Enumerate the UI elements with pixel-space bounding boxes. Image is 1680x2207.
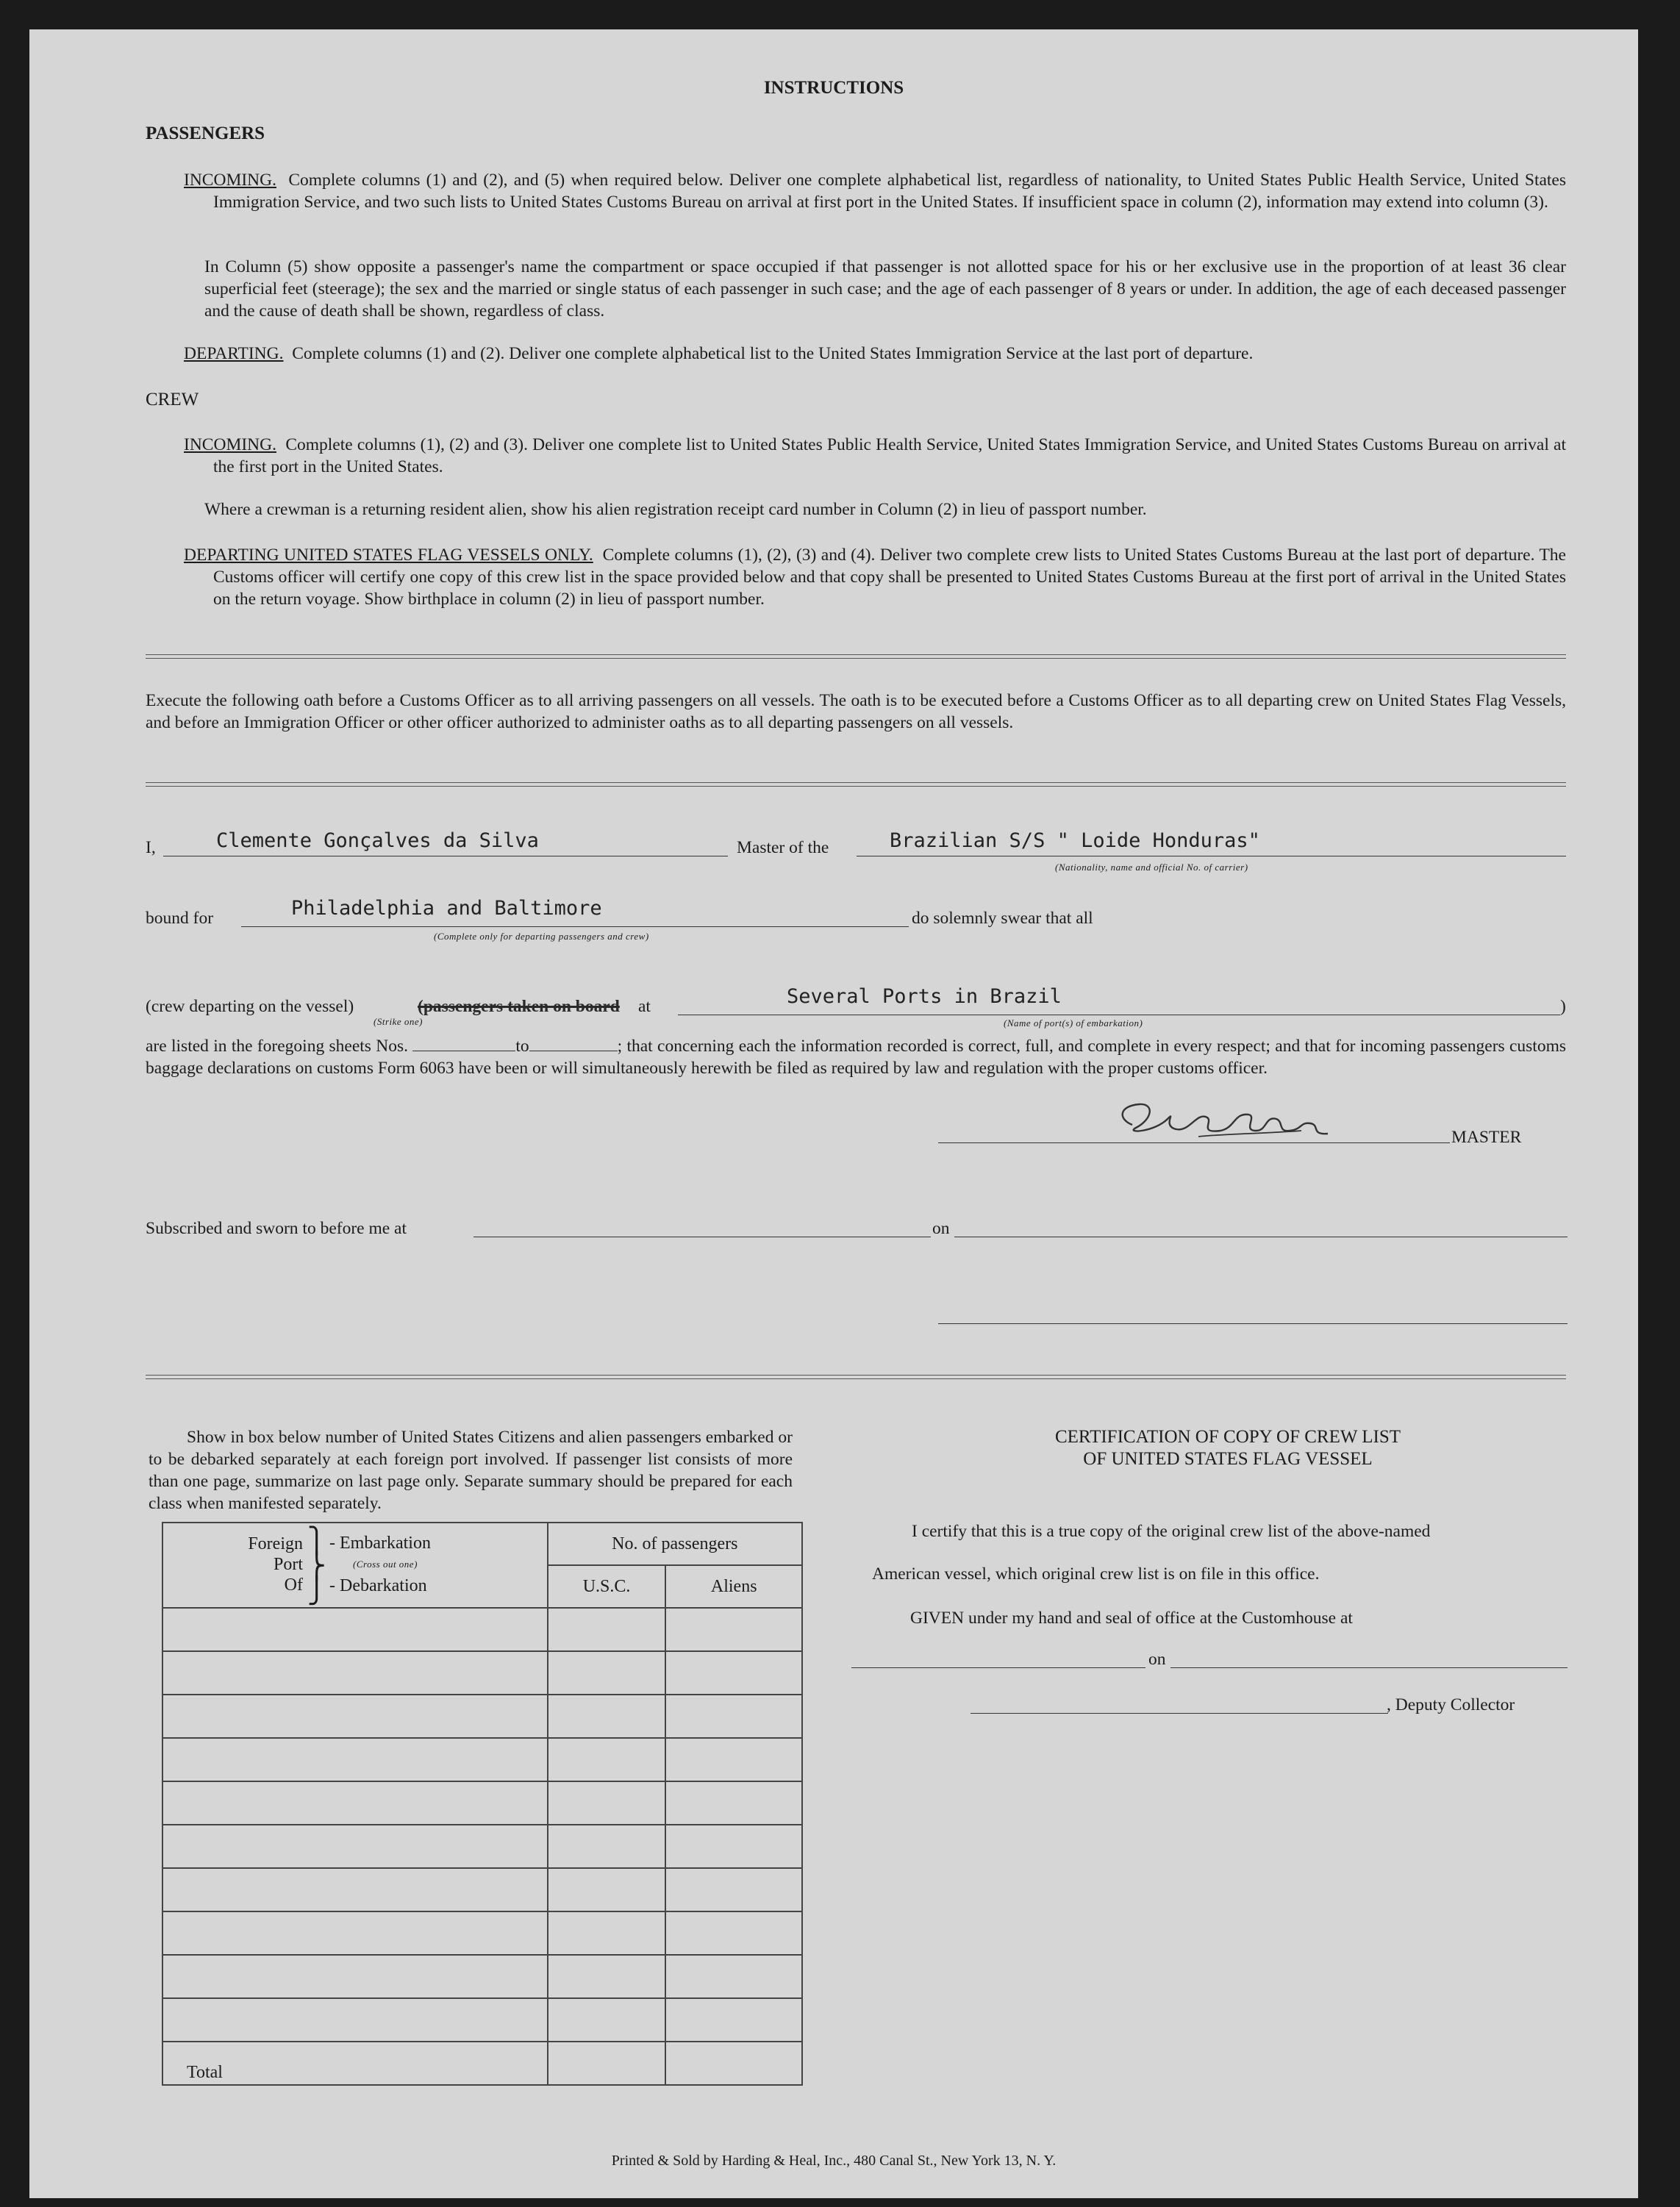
certification-on-label: on	[1148, 1650, 1166, 1669]
crew-incoming-label: INCOMING.	[184, 435, 276, 454]
document-page	[29, 29, 1638, 2198]
of-label: Of	[284, 1575, 303, 1595]
usc-cell[interactable]	[548, 1608, 666, 1651]
usc-header: U.S.C.	[548, 1565, 666, 1608]
listed-text: ; that concerning each the information recorded is correct, full, and complete in every respect; and that for incoming passengers customs baggage declarations on customs Form 6063 have been or will simultaneously herewith be filed as required by law and regulation with the proper customs officer.	[146, 1037, 1567, 1078]
port-cell[interactable]	[162, 1738, 548, 1781]
bound-for-label: bound for	[146, 909, 214, 928]
usc-cell[interactable]	[548, 1911, 666, 1955]
brace-icon: ⎫ ⎬ ⎭	[307, 1528, 326, 1605]
subscribed-label: Subscribed and sworn to before me at	[146, 1219, 407, 1238]
customhouse-line	[851, 1667, 1145, 1668]
passengers-incoming-text: Complete columns (1) and (2), and (5) when required below. Deliver one complete alphabetical list, regardless of nationality, to United States Public Health Service, United States Immigration Service, and two such lists to United States Customs Bureau on arrival at first port in the United States. If insufficient space in column (2), information may extend into column (3).	[213, 171, 1567, 212]
usc-cell[interactable]	[548, 1781, 666, 1825]
listed-paragraph	[146, 1035, 1566, 1079]
aliens-cell[interactable]	[665, 1781, 802, 1825]
divider	[146, 654, 1566, 659]
ports-summary-table	[162, 1522, 803, 2086]
port-cell[interactable]	[162, 1781, 548, 1825]
embark-caption: (Name of port(s) of embarkation)	[1004, 1017, 1143, 1029]
vessel-value: Brazilian S/S " Loide Honduras"	[890, 829, 1260, 852]
crew-incoming-text: Complete columns (1), (2) and (3). Deliver one complete list to United States Public Health Service, United States Immigration Service, and United States Customs Bureau on arrival at the first port in the United States.	[213, 435, 1566, 476]
i-label: I,	[146, 838, 156, 857]
aliens-cell[interactable]	[665, 1955, 802, 1998]
cross-out-label: (Cross out one)	[353, 1559, 418, 1570]
crew-departing-label: DEPARTING UNITED STATES FLAG VESSELS ONLY.	[184, 546, 593, 565]
port-cell[interactable]	[162, 1868, 548, 1911]
passengers-departing-text: Complete columns (1) and (2). Deliver one complete alphabetical list to the United States Immigration Service at the last port of departure.	[292, 344, 1254, 363]
aliens-cell[interactable]	[665, 1695, 802, 1738]
usc-cell[interactable]	[548, 1651, 666, 1695]
at-label: at	[638, 997, 651, 1016]
foreign-port-header	[162, 1523, 548, 1608]
aliens-cell[interactable]	[665, 1998, 802, 2042]
port-cell[interactable]	[162, 1651, 548, 1695]
port-cell[interactable]	[162, 1998, 548, 2042]
crew-departing-text: Complete columns (1), (2), (3) and (4). Deliver two complete crew lists to United States Customs Bureau at the last port of departure. The Customs officer will certify one copy of this crew list in the space provided below and that copy shall be presented to United States Customs Bureau at the first port of arrival in the United States on the return voyage. Show birthplace in column (2) in lieu of passport number.	[213, 546, 1566, 609]
embark-ports-value: Several Ports in Brazil	[787, 985, 1062, 1008]
master-label: MASTER	[1451, 1128, 1522, 1147]
aliens-cell[interactable]	[665, 1608, 802, 1651]
passengers-column5-paragraph: In Column (5) show opposite a passenger's name the compartment or space occupied if that passenger is not allotted space for his or her exclusive use in the proportion of at least 36 clear superficial feet (steerage); the sex and the married or single status of each passenger in such case; and the age of each passenger of 8 years or under. In addition, the age of each deceased passenger and the cause of death shall be shown, regardless of class.	[204, 257, 1566, 321]
oath-instruction: Execute the following oath before a Customs Officer as to all arriving passengers on all vessels. The oath is to be executed before a Customs Officer as to all departing crew on United States Flag Vessels, and before an Immigration Officer or other officer authorized to administer oaths as to all departing passengers on all vessels.	[146, 691, 1566, 732]
deputy-collector-label: , Deputy Collector	[1387, 1695, 1515, 1714]
port-cell[interactable]	[162, 1911, 548, 1955]
to-label: to	[515, 1037, 529, 1056]
passengers-heading: PASSENGERS	[146, 124, 265, 143]
divider	[146, 1375, 1566, 1379]
usc-cell[interactable]	[548, 1868, 666, 1911]
master-signature	[1110, 1097, 1353, 1148]
certification-title	[890, 1426, 1566, 1470]
aliens-total-cell[interactable]	[665, 2042, 802, 2085]
divider	[146, 782, 1566, 787]
embarkation-label: - Embarkation	[329, 1534, 431, 1553]
aliens-header: Aliens	[665, 1565, 802, 1608]
certification-title-line2: OF UNITED STATES FLAG VESSEL	[1083, 1449, 1373, 1469]
port-cell[interactable]	[162, 1695, 548, 1738]
crew-incoming-paragraph	[184, 434, 1566, 478]
no-passengers-header: No. of passengers	[548, 1523, 802, 1565]
bound-for-value: Philadelphia and Baltimore	[291, 897, 602, 920]
certification-title-line1: CERTIFICATION OF COPY OF CREW LIST	[1054, 1427, 1401, 1447]
usc-cell[interactable]	[548, 1955, 666, 1998]
total-label: Total	[162, 2042, 548, 2085]
certification-date-line	[1170, 1667, 1568, 1668]
close-paren: )	[1560, 997, 1566, 1016]
subscribed-on-label: on	[932, 1219, 950, 1238]
master-name-value: Clemente Gonçalves da Silva	[216, 829, 539, 852]
printer-footer: Printed & Sold by Harding & Heal, Inc., 480 Canal St., New York 13, N. Y.	[611, 2153, 1057, 2169]
passengers-departing-paragraph	[184, 343, 1566, 365]
port-cell[interactable]	[162, 1825, 548, 1868]
usc-total-cell[interactable]	[548, 2042, 666, 2085]
listed-prefix: are listed in the foregoing sheets Nos.	[146, 1037, 409, 1056]
aliens-cell[interactable]	[665, 1825, 802, 1868]
officer-signature-line	[938, 1323, 1568, 1324]
debarkation-label: - Debarkation	[329, 1576, 427, 1595]
usc-cell[interactable]	[548, 1695, 666, 1738]
port-label: Port	[273, 1555, 303, 1574]
sheet-from-field[interactable]	[412, 1037, 515, 1051]
aliens-cell[interactable]	[665, 1738, 802, 1781]
certification-line2: American vessel, which original crew list is on file in this office.	[872, 1564, 1320, 1584]
port-cell[interactable]	[162, 1955, 548, 1998]
passengers-departing-label: DEPARTING.	[184, 344, 284, 363]
passengers-incoming-label: INCOMING.	[184, 171, 276, 190]
crew-heading: CREW	[146, 390, 199, 409]
bound-for-line	[241, 926, 909, 927]
aliens-cell[interactable]	[665, 1868, 802, 1911]
aliens-cell[interactable]	[665, 1911, 802, 1955]
usc-cell[interactable]	[548, 1738, 666, 1781]
aliens-cell[interactable]	[665, 1651, 802, 1695]
page-title: INSTRUCTIONS	[763, 78, 904, 98]
usc-cell[interactable]	[548, 1998, 666, 2042]
struck-passengers-option: (passengers taken on board	[418, 997, 620, 1016]
crew-departing-label: (crew departing on the vessel)	[146, 997, 354, 1016]
master-of-label: Master of the	[737, 838, 829, 857]
crew-resident-paragraph: Where a crewman is a returning resident alien, show his alien registration receipt card number in Column (2) in lieu of passport number.	[204, 500, 1147, 519]
usc-cell[interactable]	[548, 1825, 666, 1868]
summary-instruction: Show in box below number of United States Citizens and alien passengers embarked or to be debarked separately at each foreign port involved. If passenger list consists of more than one page, summarize on last page only. Separate summary should be prepared for each class when manifested separately.	[149, 1428, 793, 1513]
deputy-signature-line	[971, 1713, 1388, 1714]
passengers-incoming-paragraph	[184, 169, 1566, 213]
certification-line3: GIVEN under my hand and seal of office at the Customhouse at	[910, 1609, 1353, 1628]
bound-for-caption: (Complete only for departing passengers and crew)	[434, 931, 649, 942]
strike-caption: (Strike one)	[373, 1016, 423, 1027]
port-cell[interactable]	[162, 1608, 548, 1651]
sheet-to-field[interactable]	[529, 1037, 618, 1051]
swear-text: do solemnly swear that all	[912, 909, 1093, 928]
foreign-label: Foreign	[248, 1534, 303, 1553]
crew-departing-paragraph	[184, 544, 1566, 610]
certification-line1: I certify that this is a true copy of the original crew list of the above-named	[912, 1522, 1431, 1541]
vessel-caption: (Nationality, name and official No. of carrier)	[1055, 862, 1248, 873]
